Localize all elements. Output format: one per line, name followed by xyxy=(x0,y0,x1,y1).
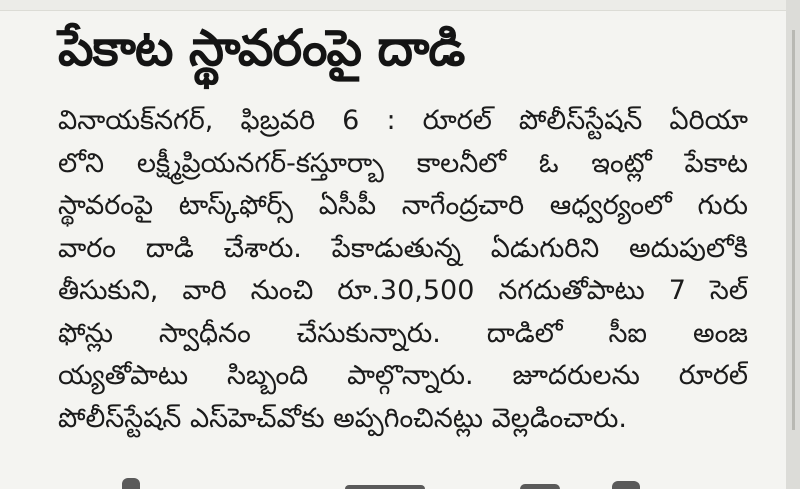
cropped-text-fragment xyxy=(520,484,560,489)
article-body xyxy=(58,100,748,440)
article-headline: పేకాట స్థావరంపై దాడి xyxy=(58,19,465,77)
article-line: వినాయక్‌నగర్, ఫిబ్రవరి 6 : రూరల్ పోలీస్‌స్టేషన్ ఏరియా xyxy=(58,105,748,136)
cropped-text-fragment xyxy=(345,485,425,489)
article-line: పోలీస్‌స్టేషన్ ఎస్‌హెచ్‌వోకు అప్పగించినట్లు వెల్లడించారు. xyxy=(58,402,627,434)
adjacent-column-edge xyxy=(786,0,800,489)
article-line: లోని లక్ష్మీప్రియనగర్-కస్తూర్బా కాలనీలో ఓ ఇంట్లో పేకాట xyxy=(58,147,748,179)
article-line: వారం దాడి చేశారు. పేకాడుతున్న ఏడుగురిని అదుపులోకి xyxy=(58,232,748,264)
article-line: ఫోన్లు స్వాధీనం చేసుకున్నారు. దాడిలో సీఐ అంజ xyxy=(58,317,748,349)
article-line: స్థావరంపై టాస్క్‌ఫోర్స్ ఏసీపీ నాగేంద్రచారి ఆధ్వర్యంలో గురు xyxy=(58,190,748,221)
article-line: తీసుకుని, వారి నుంచి రూ.30,500 నగదుతోపాటు 7 సెల్ xyxy=(58,275,748,306)
article-line: య్యతోపాటు సిబ్బంది పాల్గొన్నారు. జూదరులను రూరల్ xyxy=(58,360,748,391)
cropped-text-fragment xyxy=(122,478,140,489)
cropped-text-fragment xyxy=(612,481,640,489)
